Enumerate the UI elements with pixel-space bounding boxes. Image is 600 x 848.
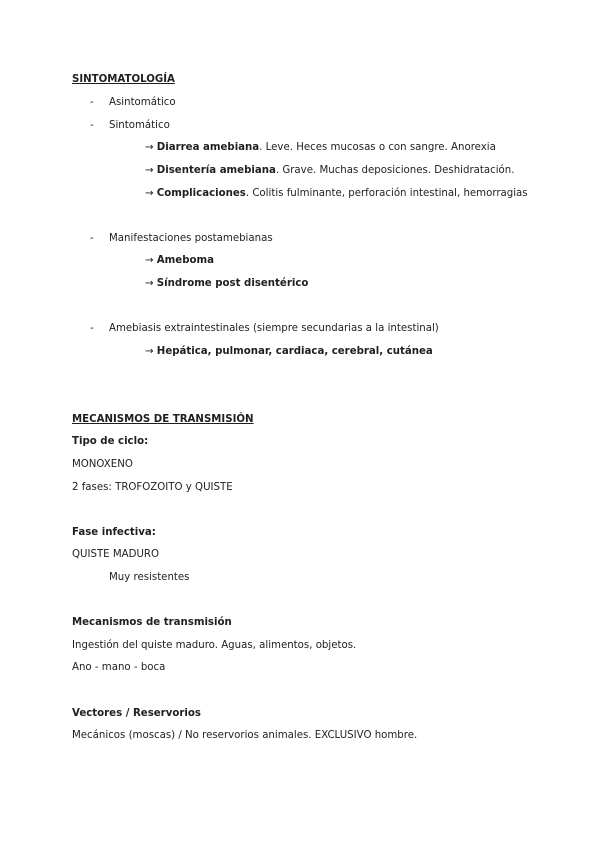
subitem-bold-label: Síndrome post disentérico: [156, 278, 309, 289]
arrow-icon: →: [145, 346, 154, 357]
list-dash: -: [90, 97, 94, 108]
arrow-icon: →: [145, 188, 154, 199]
subitem-organos-afectados: [145, 345, 433, 359]
subitem-complicaciones: [145, 187, 528, 201]
list-dash: -: [90, 120, 94, 131]
subitem-ameboma: [145, 254, 214, 268]
subitem-detail: . Colitis fulminante, perforación intestinal, hemorragias: [245, 188, 528, 199]
subitem-bold-label: Disentería amebiana: [156, 165, 276, 176]
heading-mecanismos-transmision: Mecanismos de transmisión: [72, 617, 232, 628]
subitem-detail: . Grave. Muchas deposiciones. Deshidratación.: [275, 165, 515, 176]
subitem-bold-label: Ameboma: [156, 255, 214, 266]
heading-tipo-ciclo: Tipo de ciclo:: [72, 436, 149, 447]
list-dash: -: [90, 233, 94, 244]
text-fases: 2 fases: TROFOZOITO y QUISTE: [72, 482, 233, 493]
section-title-mecanismos: MECANISMOS DE TRANSMISIÓN: [72, 414, 254, 425]
list-item-asintomatico: Asintomático: [109, 97, 176, 108]
text-ingestion: Ingestión del quiste maduro. Aguas, alimentos, objetos.: [72, 640, 357, 651]
text-muy-resistentes: Muy resistentes: [109, 572, 190, 583]
heading-vectores-reservorios: Vectores / Reservorios: [72, 708, 201, 719]
arrow-icon: →: [145, 165, 154, 176]
text-ano-mano-boca: Ano - mano - boca: [72, 662, 166, 673]
subitem-bold-label: Diarrea amebiana: [156, 142, 260, 153]
subitem-disenteria-amebiana: [145, 164, 515, 178]
subitem-diarrea-amebiana: [145, 141, 496, 155]
subitem-sindrome-post-disenterico: [145, 277, 308, 291]
subitem-detail: . Leve. Heces mucosas o con sangre. Anorexia: [259, 142, 496, 153]
list-dash: -: [90, 323, 94, 334]
subitem-bold-label: Hepática, pulmonar, cardiaca, cerebral, cutánea: [156, 346, 433, 357]
arrow-icon: →: [145, 255, 154, 266]
text-vectores: Mecánicos (moscas) / No reservorios animales. EXCLUSIVO hombre.: [72, 730, 418, 741]
arrow-icon: →: [145, 278, 154, 289]
arrow-icon: →: [145, 142, 154, 153]
list-item-sintomatico: Sintomático: [109, 120, 170, 131]
text-quiste-maduro: QUISTE MADURO: [72, 549, 160, 560]
list-item-extraintestinales: Amebiasis extraintestinales (siempre secundarias a la intestinal): [109, 323, 439, 334]
heading-fase-infectiva: Fase infectiva:: [72, 527, 156, 538]
section-title-sintomatologia: SINTOMATOLOGÍA: [72, 74, 175, 85]
list-item-postamebianas: Manifestaciones postamebianas: [109, 233, 273, 244]
text-monoxeno: MONOXENO: [72, 459, 133, 470]
subitem-bold-label: Complicaciones: [156, 188, 246, 199]
